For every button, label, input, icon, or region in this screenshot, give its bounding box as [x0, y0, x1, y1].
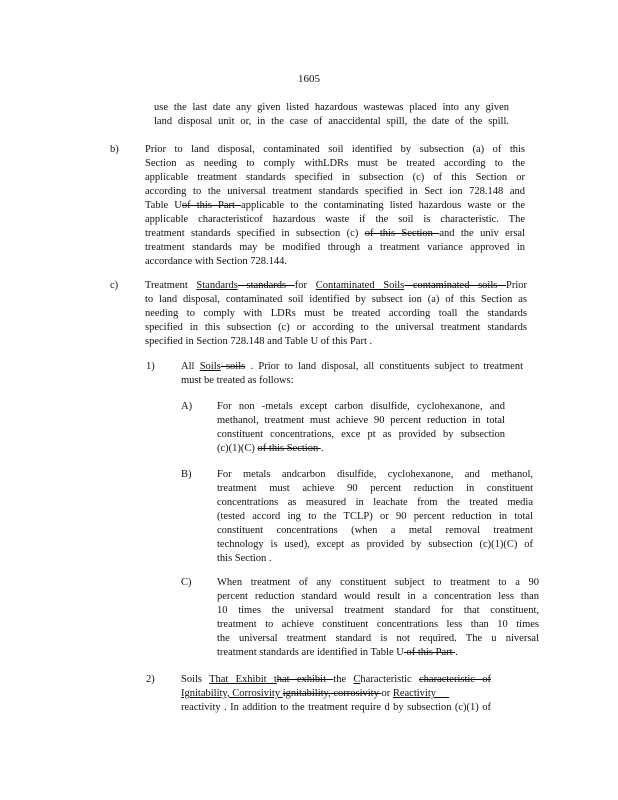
text-line: Table Uof this Part applicable to the contaminating listed hazardous waste or the [145, 200, 525, 211]
section-b-marker: b) [110, 144, 119, 155]
text-line: Ignitability, Corrosivity ignitability, corrosivity or Reactivity [181, 687, 491, 701]
item-1-marker: 1) [146, 361, 155, 372]
text-line: according to the universal treatment standards specified in Sect ion 728.148 and [145, 186, 525, 197]
struck-text: standards [237, 280, 295, 291]
inserted-text: Contaminated Soils [315, 280, 405, 291]
item-2-marker: 2) [146, 674, 155, 685]
text-line: applicable treatment standards specified in subsection (c) of this Section or [145, 172, 525, 183]
text-line: the universal treatment standard is not required. The u niversal [217, 633, 539, 644]
text-line: reactivity . In addition to the treatment require d by subsection (c)(1) of [181, 702, 491, 713]
inserted-text: Ignitability, Corrosivity [181, 688, 283, 699]
item-C-marker: C) [181, 577, 192, 588]
text-line: treatment standards are identified in Table U of this Part . [217, 647, 458, 658]
page-number: 1605 [298, 73, 320, 85]
inserted-text: C [353, 674, 361, 685]
text-line: treatment to achieve constituent concentrations less than 10 times [217, 619, 539, 630]
text-line: (tested accord ing to the TCLP) or 90 percent reduction in total [217, 511, 533, 522]
intro-paragraph [154, 101, 509, 129]
struck-text: of this Part [181, 200, 242, 211]
text-line: accordance with Section 728.144. [145, 256, 287, 267]
text-line: specified in this subsection (c) or according to the universal treatment standards [145, 322, 527, 333]
struck-text: contaminated soils [404, 280, 506, 291]
item-B-paragraph [217, 468, 533, 566]
text-line: percent reduction standard would result in a concentration less than [217, 591, 539, 602]
item-2-paragraph [181, 673, 491, 715]
text-line: methanol, treatment must achieve 90 percent reduction in total [217, 415, 505, 426]
text-line: concentrations as measured in leachate from the treated media [217, 497, 533, 508]
section-b-paragraph [145, 143, 525, 269]
item-A-marker: A) [181, 401, 193, 412]
inserted-text [436, 688, 449, 699]
struck-text: of this Section [257, 443, 321, 454]
text-line: use the last date any given listed hazardous wastewas placed into any given [154, 102, 509, 113]
text-line: treatment must achieve 90 percent reduction in constituent [217, 483, 533, 494]
struck-text: ignitability, corrosivity [282, 688, 382, 699]
text-line: needing to comply with LDRs must be treated according toall the standards [145, 308, 527, 319]
text-line: must be treated as follows: [181, 375, 294, 386]
text-line: For metals andcarbon disulfide, cyclohexanone, and methanol, [217, 469, 533, 480]
item-C-paragraph [217, 576, 539, 660]
text-line: Prior to land disposal, contaminated soil identified by subsection (a) of this [145, 144, 525, 155]
text-line: Section as needing to comply withLDRs must be treated according to the [145, 158, 525, 169]
text-line: technology is used), except as provided by subsection (c)(1)(C) of [217, 539, 533, 550]
struck-text: hat exhibit [276, 674, 334, 685]
item-A-paragraph [217, 400, 505, 456]
text-line: Treatment Standards standards for Contaminated Soils contaminated soils Prior [145, 280, 527, 291]
text-line: All Soils soils . Prior to land disposal, all constituents subject to treatment [181, 361, 524, 372]
text-line: this Section . [217, 553, 272, 564]
text-line: to land disposal, contaminated soil identified by subsect ion (a) of this Section as [145, 294, 527, 305]
struck-text: soils [220, 361, 246, 372]
item-B-marker: B) [181, 469, 192, 480]
inserted-text: Reactivity [392, 688, 436, 699]
section-c-marker: c) [110, 280, 119, 291]
text-line: treatment standards specified in subsection (c) of this Section and the univ ersal [145, 228, 525, 239]
text-line: (c)(1)(C) of this Section . [217, 443, 324, 454]
inserted-text: Soils [199, 361, 221, 372]
text-line: For non -metals except carbon disulfide, cyclohexanone, and [217, 401, 505, 412]
text-line: specified in Section 728.148 and Table U of this Part . [145, 336, 373, 347]
struck-text: of this Section [364, 228, 440, 239]
text-line: constituent concentrations, exce pt as provided by subsection [217, 429, 505, 440]
struck-text: characteristic of [419, 674, 491, 685]
text-line: treatment standards may be modified through a treatment variance approved in [145, 242, 525, 253]
struck-text: of this Part [403, 647, 456, 658]
inserted-text: Standards [196, 280, 238, 291]
text-line: 10 times the universal treatment standard for that constituent, [217, 605, 539, 616]
text-line: applicable characteristicof hazardous waste if the soil is characteristic. The [145, 214, 525, 225]
item-1-paragraph [181, 360, 523, 388]
inserted-text: That Exhibit t [209, 674, 277, 685]
text-line: Soils That Exhibit that exhibit the Characteristic characteristic of [181, 674, 491, 685]
text-line: land disposal unit or, in the case of anaccidental spill, the date of the spill. [154, 116, 509, 127]
section-c-paragraph [145, 279, 527, 349]
text-line: constituent concentrations (when a metal removal treatment [217, 525, 533, 536]
text-line: When treatment of any constituent subject to treatment to a 90 [217, 577, 539, 588]
